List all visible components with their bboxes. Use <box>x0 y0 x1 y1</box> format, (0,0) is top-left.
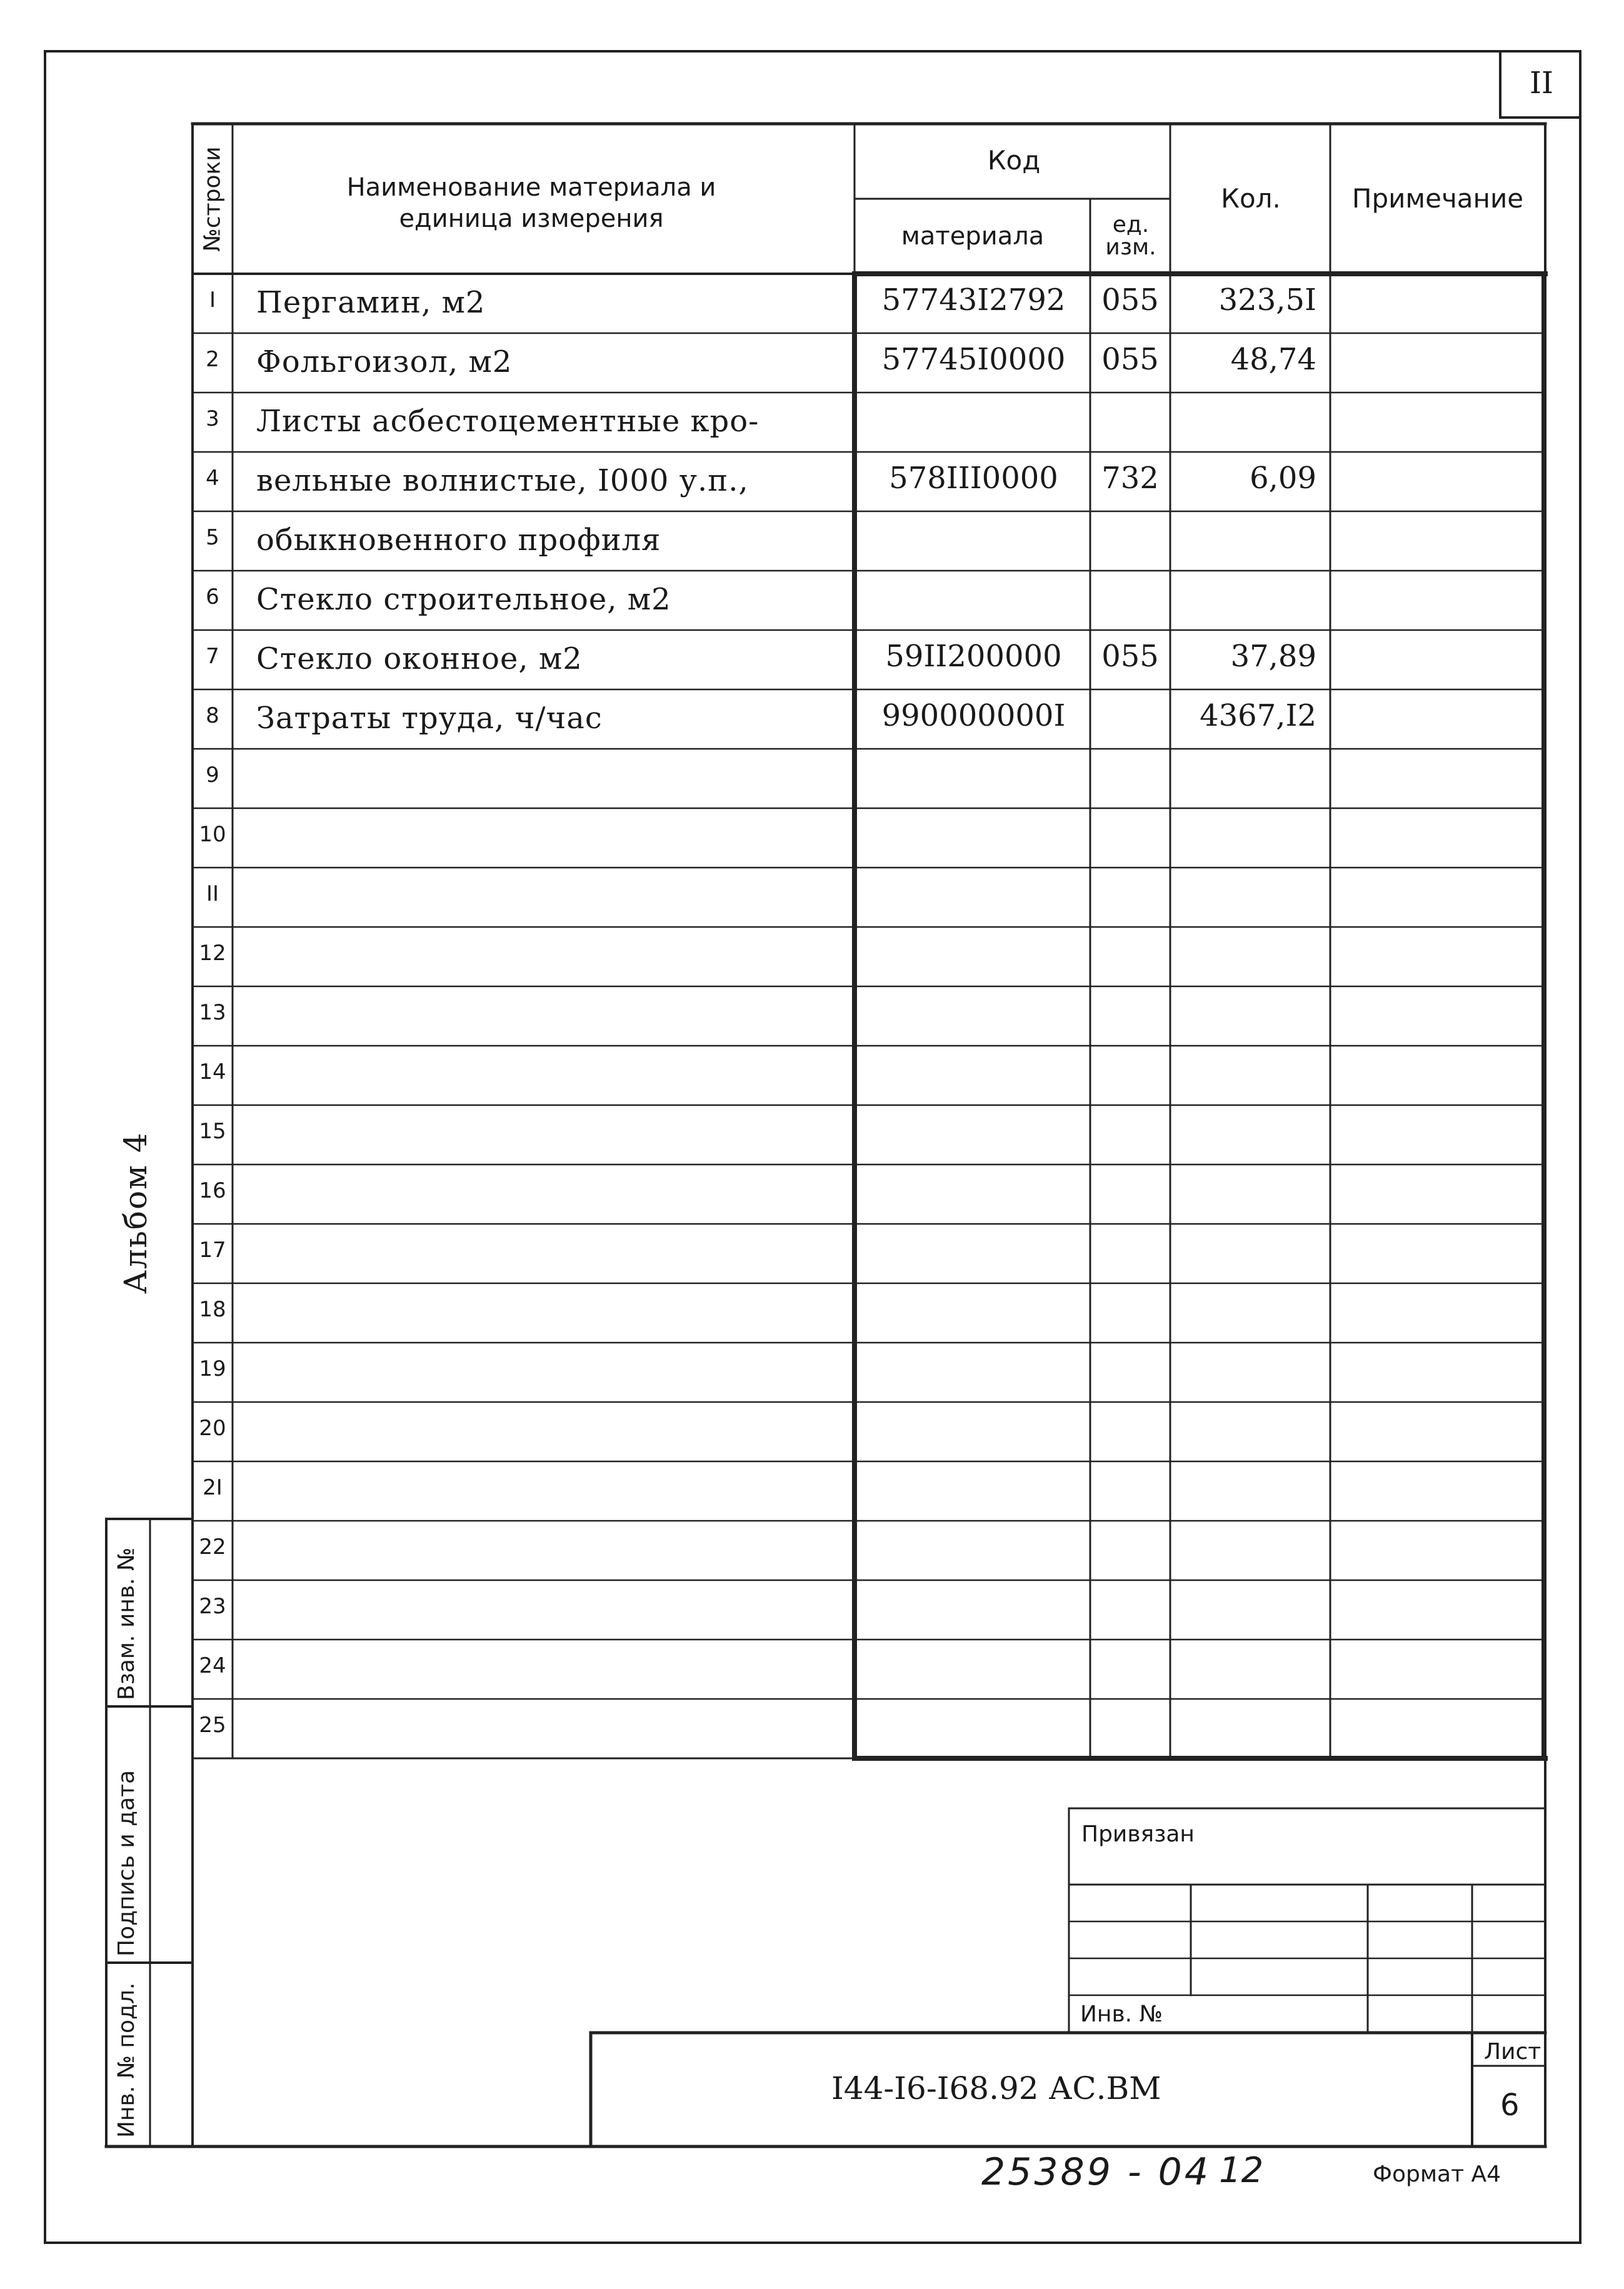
quantity: 323,5I <box>1218 283 1316 318</box>
row-number: 8 <box>206 703 219 728</box>
table-row <box>193 1521 1545 1580</box>
title-sheet-label: Лист <box>1484 2039 1541 2065</box>
row-number: 6 <box>206 584 219 609</box>
row-number: 16 <box>199 1178 226 1203</box>
stamp-signature-date: Подпись и дата <box>114 1770 139 1956</box>
row-number: 13 <box>199 1000 226 1025</box>
row-number: 5 <box>206 525 219 550</box>
header-unit: ед. изм. <box>1105 212 1156 260</box>
row-number: 9 <box>206 763 219 788</box>
row-number: 3 <box>206 406 219 431</box>
material-code: 57745I0000 <box>881 342 1066 377</box>
title-doc-code: I44-I6-I68.92 АС.ВМ <box>831 2070 1161 2106</box>
material-name: Стекло строительное, м2 <box>256 582 671 617</box>
row-number: 25 <box>199 1713 226 1738</box>
table-row <box>193 1283 1545 1343</box>
row-number: 15 <box>199 1119 226 1144</box>
table-row <box>193 1461 1545 1521</box>
quantity: 48,74 <box>1230 342 1316 377</box>
header-name: Наименование материала и единица измерения <box>346 173 716 233</box>
row-number: 10 <box>199 822 226 847</box>
table-row <box>193 630 1545 689</box>
material-name: обыкновенного профиля <box>256 523 661 558</box>
row-number: 17 <box>199 1238 226 1263</box>
stamp-replace-inv: Взам. инв. № <box>114 1547 139 1700</box>
unit-code: 055 <box>1101 342 1159 377</box>
quantity: 37,89 <box>1230 639 1316 674</box>
row-number: II <box>206 881 219 906</box>
title-linked: Привязан <box>1081 1821 1195 1847</box>
table-row <box>193 868 1545 927</box>
material-name: Фольгоизол, м2 <box>256 344 513 379</box>
table-row <box>193 1402 1545 1461</box>
row-number: 23 <box>199 1594 226 1619</box>
row-number: 2 <box>206 347 219 372</box>
material-code: 990000000I <box>881 698 1066 733</box>
row-number: 14 <box>199 1059 226 1084</box>
stamp-orig-inv: Инв. № подл. <box>114 1982 139 2138</box>
material-code: 59II200000 <box>885 639 1062 674</box>
row-number: 18 <box>199 1297 226 1322</box>
row-number: 19 <box>199 1356 226 1381</box>
table-row <box>193 511 1545 571</box>
row-number: 2I <box>203 1475 223 1500</box>
table-row <box>193 1224 1545 1283</box>
quantity: 6,09 <box>1250 461 1316 496</box>
sheet-number: II <box>1499 50 1581 119</box>
table-row <box>193 1343 1545 1402</box>
album-label: Альбом 4 <box>118 1131 154 1294</box>
table-row <box>193 808 1545 868</box>
footer-stamp-number: 25389 - 04 <box>981 2150 1211 2194</box>
header-row-no: №строки <box>199 146 226 252</box>
unit-code: 732 <box>1101 461 1159 496</box>
material-code: 578III0000 <box>889 461 1058 496</box>
header-code: Код <box>987 144 1041 176</box>
title-sheet-value: 6 <box>1500 2088 1520 2123</box>
table-row <box>193 689 1545 749</box>
table-row <box>193 274 1545 333</box>
header-material: материала <box>901 222 1045 251</box>
table-row <box>193 1105 1545 1165</box>
row-number: 24 <box>199 1653 226 1678</box>
table-row <box>193 749 1545 808</box>
table-row <box>193 333 1545 393</box>
material-name: Пергамин, м2 <box>256 285 486 320</box>
table-row <box>193 452 1545 511</box>
table-row <box>193 1580 1545 1640</box>
unit-code: 055 <box>1101 283 1159 318</box>
table-row <box>193 1046 1545 1105</box>
row-number: 12 <box>199 941 226 966</box>
title-inv-no: Инв. № <box>1080 2001 1163 2027</box>
table-row <box>193 986 1545 1046</box>
row-number: 20 <box>199 1416 226 1441</box>
row-number: 7 <box>206 644 219 669</box>
header-qty: Кол. <box>1221 183 1281 214</box>
material-code: 57743I2792 <box>881 283 1066 318</box>
table-row <box>193 1699 1545 1758</box>
row-number: 22 <box>199 1535 226 1560</box>
header-note: Примечание <box>1351 183 1524 214</box>
footer-format: Формат А4 <box>1373 2161 1501 2187</box>
material-name: Затраты труда, ч/час <box>256 701 603 736</box>
row-number: I <box>209 288 216 313</box>
material-name: Стекло оконное, м2 <box>256 641 583 676</box>
material-name: вельные волнистые, I000 у.п., <box>256 463 749 498</box>
quantity: 4367,I2 <box>1200 698 1316 733</box>
material-name: Листы асбестоцементные кро- <box>256 404 759 439</box>
footer-copy-number: 12 <box>1219 2150 1264 2191</box>
table-row <box>193 571 1545 630</box>
row-number: 4 <box>206 466 219 491</box>
table-row <box>193 1640 1545 1699</box>
table-row <box>193 927 1545 986</box>
table-row <box>193 393 1545 452</box>
unit-code: 055 <box>1101 639 1159 674</box>
table-row <box>193 1165 1545 1224</box>
